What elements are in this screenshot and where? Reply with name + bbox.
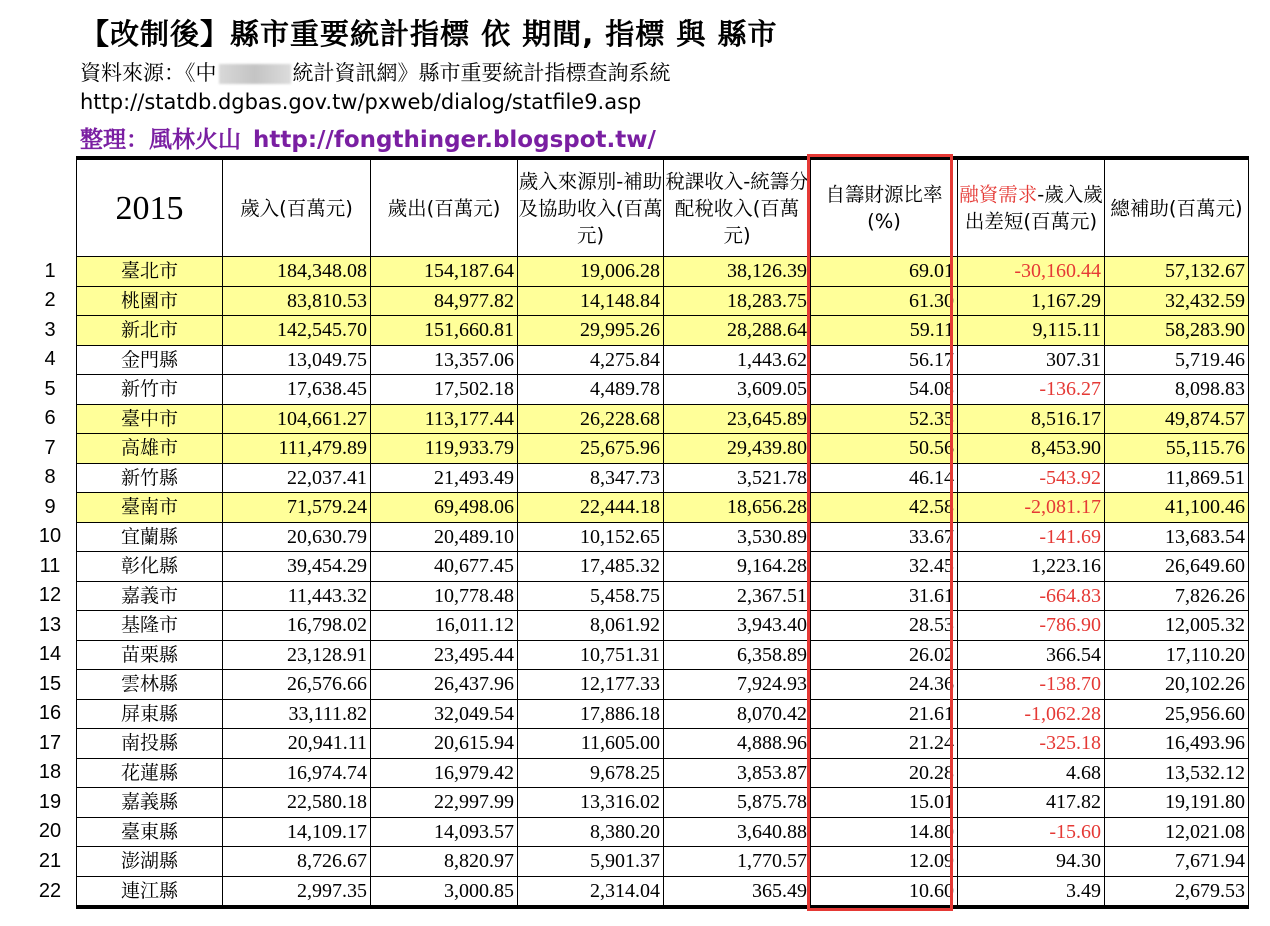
subsidy-cell: 4,275.84 xyxy=(518,345,664,375)
table-row xyxy=(77,847,1249,877)
expenditure-cell: 17,502.18 xyxy=(371,375,518,405)
tax-cell: 18,656.28 xyxy=(664,493,811,523)
financing-cell: 417.82 xyxy=(958,788,1105,818)
financing-cell: 307.31 xyxy=(958,345,1105,375)
year-header: 2015 xyxy=(77,158,223,257)
total-subsidy-cell: 13,532.12 xyxy=(1105,758,1249,788)
ratio-cell: 14.80 xyxy=(811,817,958,847)
ratio-cell: 12.09 xyxy=(811,847,958,877)
ratio-cell: 59.11 xyxy=(811,316,958,346)
financing-cell: 94.30 xyxy=(958,847,1105,877)
table-row xyxy=(77,375,1249,405)
financing-cell: -786.90 xyxy=(958,611,1105,641)
total-subsidy-cell: 49,874.57 xyxy=(1105,404,1249,434)
row-number: 10 xyxy=(38,525,62,547)
row-number: 4 xyxy=(44,348,56,370)
financing-cell: -664.83 xyxy=(958,581,1105,611)
table-row xyxy=(77,817,1249,847)
total-subsidy-cell: 19,191.80 xyxy=(1105,788,1249,818)
expenditure-cell: 21,493.49 xyxy=(371,463,518,493)
total-subsidy-cell: 26,649.60 xyxy=(1105,552,1249,582)
revenue-cell: 13,049.75 xyxy=(223,345,371,375)
subsidy-cell: 8,380.20 xyxy=(518,817,664,847)
row-number: 21 xyxy=(38,849,62,872)
financing-cell: -136.27 xyxy=(958,375,1105,405)
city-cell: 澎湖縣 xyxy=(77,847,223,877)
financing-cell: -138.70 xyxy=(958,670,1105,700)
ratio-cell: 33.67 xyxy=(811,522,958,552)
expenditure-cell: 113,177.44 xyxy=(371,404,518,434)
financing-cell: -325.18 xyxy=(958,729,1105,759)
expenditure-cell: 23,495.44 xyxy=(371,640,518,670)
revenue-cell: 33,111.82 xyxy=(223,699,371,729)
city-cell: 新竹市 xyxy=(77,375,223,405)
revenue-cell: 104,661.27 xyxy=(223,404,371,434)
total-subsidy-cell: 11,869.51 xyxy=(1105,463,1249,493)
ratio-cell: 46.14 xyxy=(811,463,958,493)
row-number-column xyxy=(30,257,70,908)
subsidy-cell: 10,751.31 xyxy=(518,640,664,670)
total-subsidy-cell: 57,132.67 xyxy=(1105,257,1249,287)
expenditure-cell: 154,187.64 xyxy=(371,257,518,287)
total-subsidy-cell: 7,826.26 xyxy=(1105,581,1249,611)
subsidy-cell: 5,458.75 xyxy=(518,581,664,611)
total-subsidy-cell: 32,432.59 xyxy=(1105,286,1249,316)
subsidy-cell: 11,605.00 xyxy=(518,729,664,759)
city-cell: 臺東縣 xyxy=(77,817,223,847)
financing-cell: 8,516.17 xyxy=(958,404,1105,434)
tax-cell: 3,853.87 xyxy=(664,758,811,788)
ratio-cell: 52.35 xyxy=(811,404,958,434)
tax-cell: 3,609.05 xyxy=(664,375,811,405)
revenue-cell: 142,545.70 xyxy=(223,316,371,346)
row-number: 12 xyxy=(38,584,62,606)
subsidy-cell: 25,675.96 xyxy=(518,434,664,464)
expenditure-cell: 26,437.96 xyxy=(371,670,518,700)
financing-cell: 1,167.29 xyxy=(958,286,1105,316)
city-cell: 苗栗縣 xyxy=(77,640,223,670)
tax-cell: 365.49 xyxy=(664,876,811,907)
revenue-cell: 17,638.45 xyxy=(223,375,371,405)
col-financing-rest: -歲入歲出差短(百萬元) xyxy=(964,183,1103,233)
total-subsidy-cell: 55,115.76 xyxy=(1105,434,1249,464)
ratio-cell: 15.01 xyxy=(811,788,958,818)
city-cell: 南投縣 xyxy=(77,729,223,759)
ratio-cell: 50.56 xyxy=(811,434,958,464)
tax-cell: 29,439.80 xyxy=(664,434,811,464)
total-subsidy-cell: 41,100.46 xyxy=(1105,493,1249,523)
subsidy-cell: 19,006.28 xyxy=(518,257,664,287)
city-cell: 臺南市 xyxy=(77,493,223,523)
revenue-cell: 111,479.89 xyxy=(223,434,371,464)
row-number: 5 xyxy=(44,377,56,400)
table-row xyxy=(77,493,1249,523)
ratio-cell: 61.30 xyxy=(811,286,958,316)
tax-cell: 3,943.40 xyxy=(664,611,811,641)
table-row xyxy=(77,640,1249,670)
ratio-cell: 28.53 xyxy=(811,611,958,641)
expenditure-cell: 22,997.99 xyxy=(371,788,518,818)
ratio-cell: 69.01 xyxy=(811,257,958,287)
financing-cell: -2,081.17 xyxy=(958,493,1105,523)
ratio-cell: 31.61 xyxy=(811,581,958,611)
revenue-cell: 8,726.67 xyxy=(223,847,371,877)
row-number: 16 xyxy=(38,702,62,724)
tax-cell: 7,924.93 xyxy=(664,670,811,700)
ratio-cell: 21.24 xyxy=(811,729,958,759)
revenue-cell: 184,348.08 xyxy=(223,257,371,287)
total-subsidy-cell: 16,493.96 xyxy=(1105,729,1249,759)
city-cell: 嘉義縣 xyxy=(77,788,223,818)
row-number: 8 xyxy=(44,466,56,488)
col-total-subsidy: 總補助(百萬元) xyxy=(1105,158,1249,257)
total-subsidy-cell: 25,956.60 xyxy=(1105,699,1249,729)
row-number: 14 xyxy=(38,643,62,665)
source-url: http://statdb.dgbas.gov.tw/pxweb/dialog/statfile9.asp xyxy=(80,90,642,114)
subsidy-cell: 17,886.18 xyxy=(518,699,664,729)
city-cell: 基隆市 xyxy=(77,611,223,641)
financing-cell: -15.60 xyxy=(958,817,1105,847)
total-subsidy-cell: 12,005.32 xyxy=(1105,611,1249,641)
subsidy-cell: 26,228.68 xyxy=(518,404,664,434)
row-number: 19 xyxy=(38,790,62,813)
col-expenditure: 歲出(百萬元) xyxy=(371,158,518,257)
tax-cell: 4,888.96 xyxy=(664,729,811,759)
revenue-cell: 26,576.66 xyxy=(223,670,371,700)
subsidy-cell: 14,148.84 xyxy=(518,286,664,316)
revenue-cell: 20,941.11 xyxy=(223,729,371,759)
revenue-cell: 20,630.79 xyxy=(223,522,371,552)
total-subsidy-cell: 12,021.08 xyxy=(1105,817,1249,847)
table-row xyxy=(77,729,1249,759)
row-number: 20 xyxy=(38,820,62,842)
city-cell: 高雄市 xyxy=(77,434,223,464)
row-number: 1 xyxy=(44,259,56,282)
col-financing-red: 融資需求 xyxy=(959,183,1038,206)
subsidy-cell: 13,316.02 xyxy=(518,788,664,818)
expenditure-cell: 16,979.42 xyxy=(371,758,518,788)
financing-cell: -543.92 xyxy=(958,463,1105,493)
ratio-cell: 42.58 xyxy=(811,493,958,523)
subsidy-cell: 29,995.26 xyxy=(518,316,664,346)
expenditure-cell: 119,933.79 xyxy=(371,434,518,464)
col-financing xyxy=(958,158,1105,257)
table-row xyxy=(77,581,1249,611)
source-prefix: 資料來源：《中 xyxy=(80,61,217,85)
revenue-cell: 2,997.35 xyxy=(223,876,371,907)
subsidy-cell: 10,152.65 xyxy=(518,522,664,552)
table-row xyxy=(77,434,1249,464)
tax-cell: 1,443.62 xyxy=(664,345,811,375)
ratio-cell: 56.17 xyxy=(811,345,958,375)
source-suffix: 統計資訊網》縣市重要統計指標查詢系統 xyxy=(292,61,671,85)
row-number: 2 xyxy=(44,289,56,311)
expenditure-cell: 14,093.57 xyxy=(371,817,518,847)
financing-cell: 1,223.16 xyxy=(958,552,1105,582)
tax-cell: 5,875.78 xyxy=(664,788,811,818)
col-ratio: 自籌財源比率(%) xyxy=(811,158,958,257)
table-row xyxy=(77,758,1249,788)
financing-cell: 9,115.11 xyxy=(958,316,1105,346)
revenue-cell: 11,443.32 xyxy=(223,581,371,611)
col-revenue: 歲入(百萬元) xyxy=(223,158,371,257)
city-cell: 花蓮縣 xyxy=(77,758,223,788)
col-subsidy: 歲入來源別-補助及協助收入(百萬元) xyxy=(518,158,664,257)
table-row xyxy=(77,257,1249,287)
subsidy-cell: 8,061.92 xyxy=(518,611,664,641)
row-number: 11 xyxy=(39,554,61,577)
subsidy-cell: 8,347.73 xyxy=(518,463,664,493)
total-subsidy-cell: 58,283.90 xyxy=(1105,316,1249,346)
table-row xyxy=(77,286,1249,316)
row-number: 13 xyxy=(38,613,62,636)
table-row xyxy=(77,345,1249,375)
revenue-cell: 16,974.74 xyxy=(223,758,371,788)
row-number: 17 xyxy=(38,731,62,754)
ratio-cell: 10.60 xyxy=(811,876,958,907)
ratio-cell: 21.61 xyxy=(811,699,958,729)
total-subsidy-cell: 20,102.26 xyxy=(1105,670,1249,700)
redacted-text xyxy=(219,64,291,84)
table-row xyxy=(77,611,1249,641)
table-row xyxy=(77,670,1249,700)
subsidy-cell: 2,314.04 xyxy=(518,876,664,907)
tax-cell: 2,367.51 xyxy=(664,581,811,611)
subsidy-cell: 17,485.32 xyxy=(518,552,664,582)
table-row xyxy=(77,463,1249,493)
row-number: 7 xyxy=(44,436,56,459)
ratio-cell: 26.02 xyxy=(811,640,958,670)
subsidy-cell: 5,901.37 xyxy=(518,847,664,877)
ratio-cell: 20.28 xyxy=(811,758,958,788)
total-subsidy-cell: 8,098.83 xyxy=(1105,375,1249,405)
city-cell: 彰化縣 xyxy=(77,552,223,582)
city-cell: 嘉義市 xyxy=(77,581,223,611)
city-cell: 臺中市 xyxy=(77,404,223,434)
table-header-row xyxy=(77,158,1249,257)
expenditure-cell: 20,489.10 xyxy=(371,522,518,552)
col-tax: 稅課收入-統籌分配稅收入(百萬元) xyxy=(664,158,811,257)
expenditure-cell: 84,977.82 xyxy=(371,286,518,316)
expenditure-cell: 151,660.81 xyxy=(371,316,518,346)
expenditure-cell: 20,615.94 xyxy=(371,729,518,759)
row-number: 15 xyxy=(38,672,62,695)
tax-cell: 3,530.89 xyxy=(664,522,811,552)
revenue-cell: 22,037.41 xyxy=(223,463,371,493)
ratio-cell: 32.45 xyxy=(811,552,958,582)
tax-cell: 28,288.64 xyxy=(664,316,811,346)
row-number: 9 xyxy=(44,495,56,518)
credit-label: 整理：風林火山 xyxy=(80,127,241,153)
page-title: 【改制後】縣市重要統計指標 依 期間, 指標 與 縣市 xyxy=(80,17,778,51)
credit-line xyxy=(80,121,656,154)
revenue-cell: 23,128.91 xyxy=(223,640,371,670)
revenue-cell: 83,810.53 xyxy=(223,286,371,316)
table-row xyxy=(77,788,1249,818)
financing-cell: -30,160.44 xyxy=(958,257,1105,287)
row-number: 18 xyxy=(38,761,62,783)
tax-cell: 18,283.75 xyxy=(664,286,811,316)
expenditure-cell: 32,049.54 xyxy=(371,699,518,729)
city-cell: 桃園市 xyxy=(77,286,223,316)
expenditure-cell: 10,778.48 xyxy=(371,581,518,611)
tax-cell: 3,640.88 xyxy=(664,817,811,847)
financing-cell: -141.69 xyxy=(958,522,1105,552)
subsidy-cell: 4,489.78 xyxy=(518,375,664,405)
ratio-cell: 54.08 xyxy=(811,375,958,405)
financing-cell: 4.68 xyxy=(958,758,1105,788)
tax-cell: 9,164.28 xyxy=(664,552,811,582)
revenue-cell: 14,109.17 xyxy=(223,817,371,847)
financing-cell: 3.49 xyxy=(958,876,1105,907)
revenue-cell: 71,579.24 xyxy=(223,493,371,523)
city-cell: 金門縣 xyxy=(77,345,223,375)
row-number: 6 xyxy=(44,407,56,429)
total-subsidy-cell: 5,719.46 xyxy=(1105,345,1249,375)
table-row xyxy=(77,876,1249,907)
city-cell: 連江縣 xyxy=(77,876,223,907)
subsidy-cell: 22,444.18 xyxy=(518,493,664,523)
total-subsidy-cell: 2,679.53 xyxy=(1105,876,1249,907)
total-subsidy-cell: 13,683.54 xyxy=(1105,522,1249,552)
total-subsidy-cell: 17,110.20 xyxy=(1105,640,1249,670)
table-row xyxy=(77,522,1249,552)
expenditure-cell: 40,677.45 xyxy=(371,552,518,582)
subsidy-cell: 9,678.25 xyxy=(518,758,664,788)
tax-cell: 8,070.42 xyxy=(664,699,811,729)
ratio-cell: 24.36 xyxy=(811,670,958,700)
table-row xyxy=(77,552,1249,582)
city-cell: 新北市 xyxy=(77,316,223,346)
row-number: 22 xyxy=(38,880,62,902)
credit-link[interactable]: http://fongthinger.blogspot.tw/ xyxy=(253,127,656,153)
revenue-cell: 16,798.02 xyxy=(223,611,371,641)
financing-cell: 366.54 xyxy=(958,640,1105,670)
tax-cell: 23,645.89 xyxy=(664,404,811,434)
city-cell: 屏東縣 xyxy=(77,699,223,729)
expenditure-cell: 13,357.06 xyxy=(371,345,518,375)
expenditure-cell: 8,820.97 xyxy=(371,847,518,877)
tax-cell: 3,521.78 xyxy=(664,463,811,493)
revenue-cell: 39,454.29 xyxy=(223,552,371,582)
revenue-cell: 22,580.18 xyxy=(223,788,371,818)
row-number: 3 xyxy=(44,318,56,341)
table-row xyxy=(77,699,1249,729)
expenditure-cell: 16,011.12 xyxy=(371,611,518,641)
source-line xyxy=(80,57,671,87)
tax-cell: 6,358.89 xyxy=(664,640,811,670)
subsidy-cell: 12,177.33 xyxy=(518,670,664,700)
tax-cell: 38,126.39 xyxy=(664,257,811,287)
expenditure-cell: 69,498.06 xyxy=(371,493,518,523)
tax-cell: 1,770.57 xyxy=(664,847,811,877)
financing-cell: -1,062.28 xyxy=(958,699,1105,729)
financing-cell: 8,453.90 xyxy=(958,434,1105,464)
city-cell: 新竹縣 xyxy=(77,463,223,493)
city-cell: 雲林縣 xyxy=(77,670,223,700)
total-subsidy-cell: 7,671.94 xyxy=(1105,847,1249,877)
city-cell: 臺北市 xyxy=(77,257,223,287)
table-row xyxy=(77,404,1249,434)
city-cell: 宜蘭縣 xyxy=(77,522,223,552)
table-row xyxy=(77,316,1249,346)
statistics-table xyxy=(76,156,1249,909)
expenditure-cell: 3,000.85 xyxy=(371,876,518,907)
